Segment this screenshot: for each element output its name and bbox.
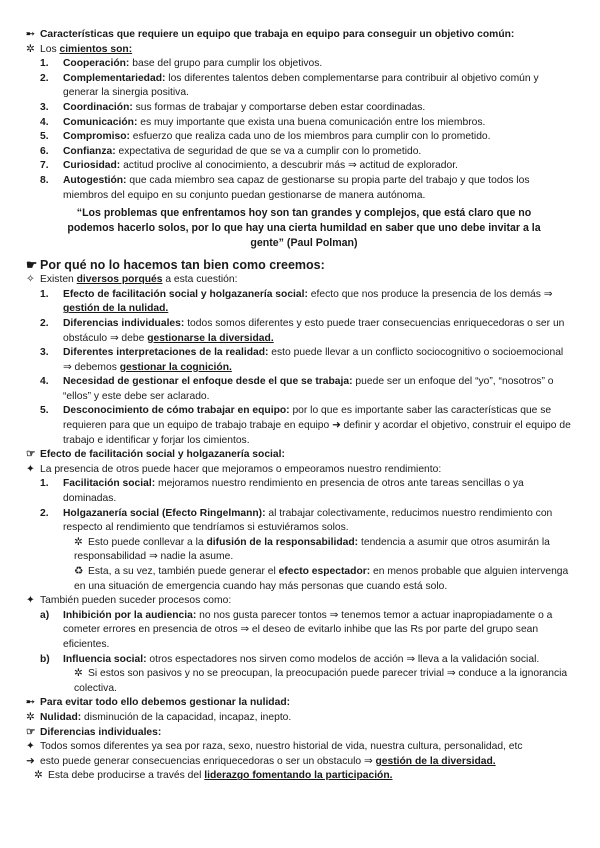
recycle-icon: ♻	[74, 566, 84, 577]
sparkle-icon: ✲	[74, 536, 83, 548]
list-item: 4. Comunicación: es muy importante que exista una buena comunicación entre los miembros.	[40, 116, 486, 128]
list-item: 3. Coordinación: sus formas de trabajar y comportarse deben estar coordinadas.	[40, 101, 426, 113]
section-1-title: ➸ Características que requiere un equipo que trabaja en equipo para conseguir un objetivo común:	[26, 28, 572, 43]
pointing-hand-icon: ☞	[26, 726, 36, 738]
list-item: 3. Diferentes interpretaciones de la realidad: esto puede llevar a un conflicto sociocognitivo o socioemocional ⇒ debemos gestionar la cognición.	[40, 347, 564, 373]
list-item: 2. Diferencias individuales: todos somos diferentes y esto puede traer consecuencias enriquecedoras o ser un obstáculo ⇒ debe gestionarse la diversidad.	[40, 317, 565, 344]
four-point-star-icon: ✦	[26, 463, 35, 475]
sparkle-icon: ✲	[74, 668, 83, 680]
diversity-line-1: ✦ Todos somos diferentes ya sea por raza, sexo, nuestro historial de vida, nuestra cultura, personalidad, etc	[26, 740, 572, 755]
section-3-also: ✦ También pueden suceder procesos como:	[26, 594, 572, 609]
section-4-title: ➸ Para evitar todo ello debemos gestionar la nulidad:	[26, 696, 572, 711]
list-item: 1. Cooperación: base del grupo para cumplir los objetivos.	[40, 58, 323, 70]
note-responsibility: ✲ Esto puede conllevar a la difusión de la responsabilidad: tendencia a asumir que otros asumirán la responsabilidad ⇒ nadie la asume.	[74, 536, 550, 563]
list-item: a) Inhibición por la audiencia: no nos gusta parecer tontos ⇒ tenemos temor a actuar inapropiadamente o a cometer errores en presencia de otros ⇒ el deseo de evitarlo inhibe que las Rs por parte del grupo sean eficientes.	[40, 609, 553, 650]
section-3-title: ☞ Efecto de facilitación social y holgazanería social:	[26, 448, 572, 463]
list-item: 5. Compromiso: esfuerzo que realiza cada uno de los miembros para cumplir con lo prometido.	[40, 131, 491, 143]
four-point-star-icon: ✦	[26, 595, 35, 607]
document-page	[26, 28, 572, 784]
section-2-title: ☛ Por qué no lo hacemos tan bien como creemos:	[26, 258, 325, 273]
arrow-right-icon: ➜	[26, 755, 35, 767]
sparkle-icon: ✲	[26, 43, 35, 55]
sparkle-icon: ✲	[26, 711, 35, 723]
list-item: 2. Holgazanería social (Efecto Ringelmann): al trabajar colectivamente, reducimos nuestro rendimiento con respecto al rendimiento que tendríamos si estuviéramos solos.	[40, 507, 553, 534]
list-item: 1. Facilitación social: mejoramos nuestro rendimiento en presencia de otros ante tareas sencillas o ya dominadas.	[40, 478, 524, 505]
diversity-line-2: ➜ esto puede generar consecuencias enriquecedoras o ser un obstaculo ⇒ gestión de la diversidad.	[26, 755, 572, 770]
quote: “Los problemas que enfrentamos hoy son tan grandes y complejos, que está claro que no podemos hacerlo solos, por lo que hay una cierta humildad en saber que uno debe invitar a la gente” (Paul Polman)	[67, 207, 541, 250]
list-item: b) Influencia social: otros espectadores nos sirven como modelos de acción ⇒ lleva a la validación social.	[40, 653, 540, 665]
list-item: 7. Curiosidad: actitud proclive al conocimiento, a descubrir más ⇒ actitud de explorador.	[40, 160, 458, 172]
diamond-star-icon: ✧	[26, 274, 35, 286]
double-arrow-icon: ➸	[26, 29, 35, 40]
section-5-title: ☞ Diferencias individuales:	[26, 726, 572, 741]
pointing-hand-icon: ☞	[26, 449, 36, 461]
list-item: 5. Desconocimiento de cómo trabajar en equipo: por lo que es importante saber las características que se requieren para que un equipo de trabajo trabaje en equipo ➜ definir y acordar el objetivo, construir el equipo de trabajo e identificar y forjar los cimientos.	[40, 405, 571, 446]
list-item: 6. Confianza: expectativa de seguridad de que se va a cumplir con lo prometido.	[40, 145, 422, 157]
double-arrow-icon: ➸	[26, 697, 35, 709]
list-item: 4. Necesidad de gestionar el enfoque desde el que se trabaja: puede ser un enfoque del “yo”, “nosotros” o “ellos” y este debe ser aclarado.	[40, 376, 554, 402]
list-item: 8. Autogestión: que cada miembro sea capaz de gestionarse su propia parte del trabajo y que todos los miembros del equipo en su conjunto puedan gestionarse de manera autónoma.	[40, 174, 530, 201]
pointing-hand-icon: ☛	[26, 258, 38, 273]
diversity-line-3: ✲ Esta debe producirse a través del liderazgo fomentando la participación.	[26, 769, 572, 784]
section-1-intro: ✲ Los cimientos son:	[26, 43, 572, 58]
sparkle-icon: ✲	[34, 770, 43, 782]
section-2-intro: ✧ Existen diversos porqués a esta cuestión:	[26, 273, 572, 288]
note-bystander: ♻ Esta, a su vez, también puede generar el efecto espectador: en menos probable que alguien intervenga en una situación de emergencia cuando hay más personas que cuando está solo.	[74, 566, 569, 592]
note-collective-ignorance: ✲ Si estos son pasivos y no se preocupan, la preocupación puede parecer trivial ⇒ conduce a la ignorancia colectiva.	[74, 668, 568, 694]
list-item: 1. Efecto de facilitación social y holgazanería social: efecto que nos produce la presencia de los demás ⇒ gestión de la nulidad.	[40, 288, 553, 315]
nulidad-definition: ✲ Nulidad: disminución de la capacidad, incapaz, inepto.	[26, 711, 572, 726]
section-3-intro: ✦ La presencia de otros puede hacer que mejoramos o empeoramos nuestro rendimiento:	[26, 463, 572, 478]
list-item: 2. Complementariedad: los diferentes talentos deben complementarse para contribuir al objetivo común y generar la sinergia positiva.	[40, 72, 539, 99]
four-point-star-icon: ✦	[26, 741, 35, 753]
